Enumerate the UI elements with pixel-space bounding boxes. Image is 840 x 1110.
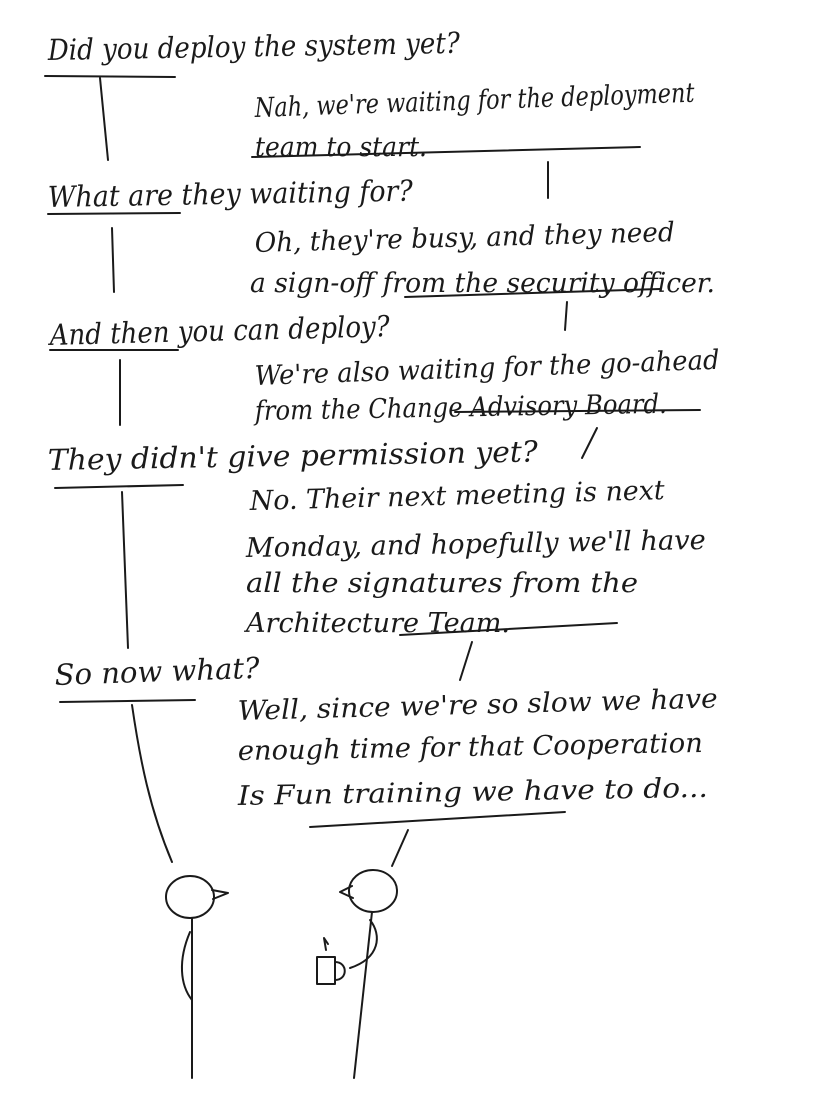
left-stick-figure xyxy=(166,876,228,1078)
right-stick-figure xyxy=(340,870,397,1078)
line-right-3b: from the Change Advisory Board. xyxy=(254,388,714,427)
line-right-4a: No. Their next meeting is next xyxy=(249,475,667,517)
line-right-4d: Architecture Team. xyxy=(242,608,511,639)
line-right-4c: all the signatures from the xyxy=(246,568,638,599)
line-right-5a: Well, since we're so slow we have xyxy=(237,683,700,727)
line-left-3: And then you can deploy? xyxy=(49,308,429,352)
line-right-5c: Is Fun training we have to do... xyxy=(237,773,667,812)
line-left-1: Did you deploy the system yet? xyxy=(47,25,506,67)
line-right-5b: enough time for that Cooperation xyxy=(237,727,699,767)
line-left-2: What are they waiting for? xyxy=(47,173,442,214)
line-right-2a: Oh, they're busy, and they need xyxy=(254,216,688,259)
line-right-1b: team to start. xyxy=(255,132,427,163)
line-left-5: So now what? xyxy=(54,650,260,692)
line-right-1a: Nah, we're waiting for the deployment xyxy=(254,74,785,124)
line-right-4b: Monday, and hopefully we'll have xyxy=(245,525,702,564)
coffee-mug-icon xyxy=(317,938,345,984)
line-right-2b-real: a sign-off from the security officer. xyxy=(250,268,715,299)
line-left-4: They didn't give permission yet? xyxy=(47,434,525,477)
line-right-3a: We're also waiting for the go-ahead xyxy=(254,344,742,392)
